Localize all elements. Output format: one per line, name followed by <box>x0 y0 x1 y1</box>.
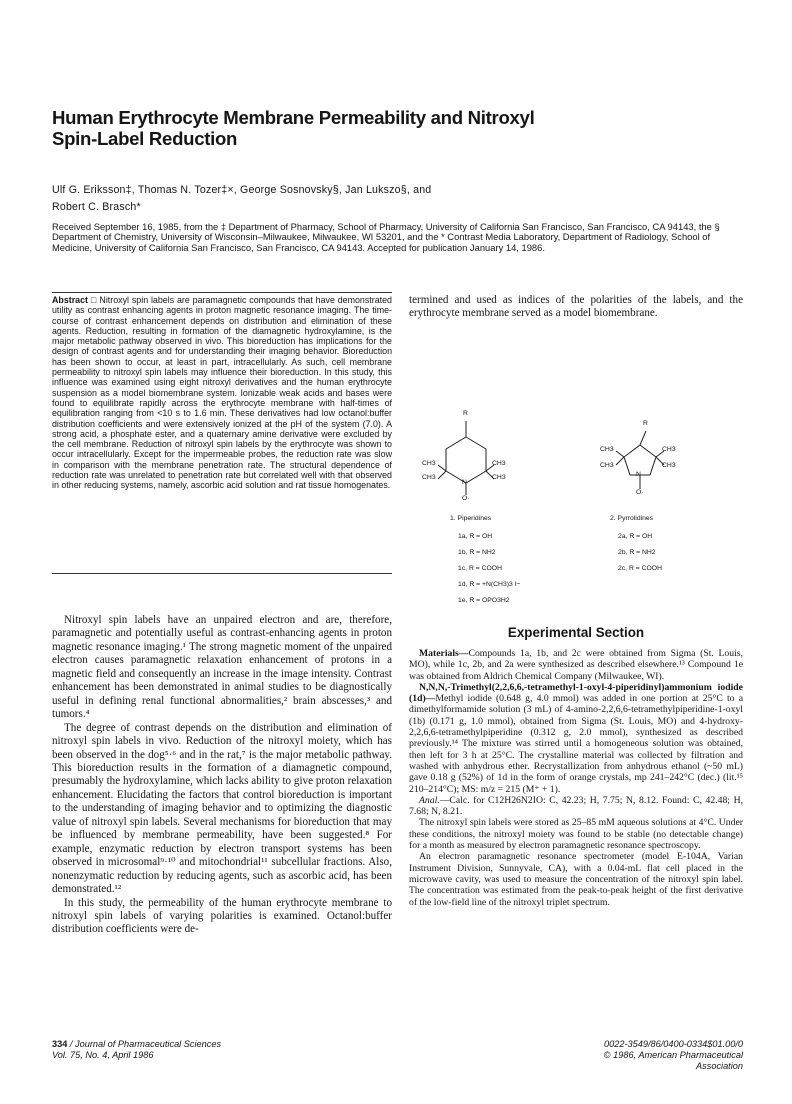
pyrrolidines-caption: 2. Pyrrolidines <box>610 515 654 522</box>
pyrrolidine-r-label: R <box>643 420 648 427</box>
materials-text: Compounds 1a, 1b, and 2c were obtained from Sigma (St. Louis, MO), while 1c, 2b, and 2a were synthesized as described elsewhere.¹³ Compound 1e was obtained from Aldrich Chemical Company (Milwaukee, WI). <box>409 648 743 682</box>
pyrrolidine-item-2a: 2a, R = OH <box>618 533 653 540</box>
pyrrolidine-n-label: N <box>636 471 641 478</box>
footer-journal-line <box>52 1039 221 1050</box>
right-column-continuation: termined and used as indices of the polarities of the labels, and the erythrocyte membrane served as a model biomembrane. <box>409 294 743 320</box>
intro-paragraph-3: In this study, the permeability of the human erythrocyte membrane to nitroxyl spin labels of varying polarities is examined. Octanol:buffer distribution coefficients were de- <box>52 896 392 936</box>
pyrrolidine-o-label: O· <box>636 489 644 496</box>
piperidine-ch3-2: CH3 <box>422 474 436 481</box>
footer-volume: Vol. 75, No. 4, April 1986 <box>52 1050 154 1060</box>
materials-paragraph <box>409 648 743 682</box>
piperidine-methyl-bond-2 <box>438 471 446 479</box>
introduction-column <box>52 614 392 937</box>
piperidine-o-label: O· <box>462 495 470 502</box>
piperidine-ring <box>446 437 486 483</box>
footer-code: 0022-3549/86/0400-0334$01.00/0 <box>604 1039 743 1049</box>
author-list <box>52 182 752 215</box>
received-note: Received September 16, 1985, from the ‡ Department of Pharmacy, School of Pharmacy, University of California San Francisco, San Francisco, CA 94143, the § Department of Chemistry, University of Wisconsin–Milwaukee, Milwaukee, WI 53201, and the * Contrast Media Laboratory, Department of Radiology, School of Medicine, University of California San Francisco, San Francisco, CA 94143. Accepted for publication January 14, 1986. <box>52 221 720 253</box>
page-number: 334 <box>52 1039 68 1049</box>
storage-paragraph: The nitroxyl spin labels were stored as 25–85 mM aqueous solutions at 4°C. Under these conditions, the nitroxyl moiety was found to be stable (no detectable change) for a month as measured by electron paramagnetic resonance spectroscopy. <box>409 817 743 852</box>
synthesis-paragraph <box>409 682 743 795</box>
piperidine-item-1c: 1c, R = COOH <box>458 565 503 572</box>
piperidines-caption: 1. Piperidines <box>450 515 492 522</box>
pyrrolidine-ch3-4: CH3 <box>662 462 676 469</box>
pyrrolidine-ch3-2: CH3 <box>600 462 614 469</box>
title-line-1: Human Erythrocyte Membrane Permeability and Nitroxyl <box>52 107 535 128</box>
piperidine-item-1a: 1a, R = OH <box>458 533 493 540</box>
abstract-box <box>52 292 392 574</box>
piperidine-ch3-3: CH3 <box>492 460 506 467</box>
title-line-2: Spin-Label Reduction <box>52 128 238 149</box>
abstract-text: Nitroxyl spin labels are paramagnetic compounds that have demonstrated utility as contrast enhancing agents in proton magnetic resonance imaging. The time-course of contrast enhancement depends on distribution and elimination of these agents. Reduction, resulting in formation of the diamagnetic hydroxylamine, is the major metabolic pathway observed in vivo. This bioreduction has implications for the design of contrast agents and for understanding their imaging behavior. Bioreduction has been shown to occur, at least in part, intracellularly. As such, cell membrane permeability to nitroxyl spin labels may influence their bioreduction. In this study, this influence was examined using eight nitroxyl derivatives and the human erythrocyte suspension as a model biomembrane system. Ionizable weak acids and bases were found to equilibrate rapidly across the erythrocyte membrane with half-times of equilibration ranging from <10 s to 1.6 min. These derivatives had low octanol:buffer distribution coefficients and were extensively ionized at the pH of the system (7.0). A strong acid, a phosphate ester, and a quaternary amine derivative were excluded by the cell membrane. Reduction of nitroxyl spin labels by the erythrocyte was shown to occur intracellularly. Except for the impermeable probes, the reduction rate was slow in comparison with the membrane penetration rate. The structural dependence of reduction rate was unrelated to penetration rate but correlated well with that observed in other reducing systems, namely, ascorbic acid solution and rat tissue homogenates. <box>52 295 392 491</box>
authors-line-1: Ulf G. Eriksson‡, Thomas N. Tozer‡×, George Sosnovsky§, Jan Lukszo§, and <box>52 184 432 196</box>
piperidine-methyl-bond-1 <box>438 465 446 471</box>
synthesis-lead: N,N,N,-Trimethyl(2,2,6,6,-tetramethyl-1-oxyl-4-piperidinyl)ammonium iodide (1d)— <box>409 681 743 705</box>
intro-paragraph-1: Nitroxyl spin labels have an unpaired electron and are, therefore, paramagnetic and potentially useful as contrast-enhancing agents in proton magnetic resonance imaging.¹ The strong magnetic moment of the unpaired electron causes paramagnetic relaxation enhancement of protons in a magnetic field and consequently an increase in the image intensity. Contrast enhancement has been demonstrated in animal studies to be diagnostically useful in defining renal functional abnormalities,² brain abscesses,³ and tumors.⁴ <box>52 614 392 721</box>
piperidine-item-1d: 1d, R = +N(CH3)3 I− <box>458 581 521 588</box>
epr-paragraph: An electron paramagnetic resonance spectrometer (model E-104A, Varian Instrument Division, Sunnyvale, CA), with a 0.04-mL flat cell placed in the microwave cavity, was used to measure the concentration of the nitroxyl spin label. The concentration was estimated from the peak-to-peak height of the first derivative of the low-field line of the nitroxyl triplet spectrum. <box>409 851 743 908</box>
piperidine-r-label: R <box>463 410 468 417</box>
footer-copyright: © 1986, American Pharmaceutical Association <box>603 1050 743 1071</box>
abstract-label: Abstract □ <box>52 295 97 305</box>
pyrrolidine-ch3-3: CH3 <box>662 446 676 453</box>
authors-line-2: Robert C. Brasch* <box>52 200 141 213</box>
analysis-paragraph <box>409 795 743 818</box>
footer-citation <box>52 1039 221 1061</box>
pyrrolidine-methyl-bond-1 <box>616 451 624 457</box>
piperidine-ch3-1: CH3 <box>422 460 436 467</box>
experimental-column <box>409 648 743 908</box>
synthesis-text: Methyl iodide (0.648 g, 4.0 mmol) was added in one portion at 25°C to a dimethylformamide solution (3 mL) of 4-amino-2,2,6,6-tetramethylpiperidine-1-oxyl (1b) (0.171 g, 1.0 mmol), obtained from Sigma (St. Louis, MO) and 4-hydroxy-2,2,6,6-tetramethylpiperidine (0.312 g, 2.0 mmol), synthesized as described previously.¹⁴ The mixture was stirred until a homogeneous solution was obtained, then left for 3 h at 25°C. The crystalline material was collected by filtration and washed with anhydrous ether. Recrystallization from anhydrous ethanol (~50 mL) gave 0.18 g (52%) of 1d in the form of orange crystals, mp 241–242°C (dec.) (lit.¹⁵ 210–214°C); MS: m/z = 215 (M⁺ + 1). <box>409 693 743 795</box>
piperidine-n-label: N <box>462 479 467 486</box>
intro-paragraph-2: The degree of contrast depends on the distribution and elimination of nitroxyl spin labels in vivo. Reduction of the nitroxyl moiety, which has been observed in the dog⁵·⁶ and in the rat,⁷ is the major metabolic pathway. This bioreduction results in the formation of a diamagnetic compound, presumably the hydroxylamine, which lacks ability to give proton relaxation enhancement. Elucidating the factors that control bioreduction is important to the understanding of imaging behavior and to optimizing the diagnostic value of nitroxyl spin labels. Several mechanisms for bioreduction that may be influenced by membrane permeability, have been suggested.⁸ For example, enzymatic reduction by electron transport systems has been observed in microsomal⁹·¹⁰ and mitochondrial¹¹ subcellular fractions. Also, nonenzymatic reduction by reducing agents, such as ascorbic acid, has been demonstrated.¹² <box>52 721 392 896</box>
piperidine-item-1e: 1e, R = OPO3H2 <box>458 597 510 604</box>
pyrrolidine-item-2b: 2b, R = NH2 <box>618 549 656 556</box>
experimental-section-heading: Experimental Section <box>507 625 645 640</box>
pyrrolidine-ch3-1: CH3 <box>600 446 614 453</box>
abstract-body <box>52 295 392 491</box>
journal-name: / Journal of Pharmaceutical Sciences <box>67 1039 222 1049</box>
analysis-text: —Calc. for C12H26N2IO: C, 42.23; H, 7.75; N, 8.12. Found: C, 42.48; H, 7.68; N, 8.21. <box>409 794 743 818</box>
pyrrolidine-r-bond <box>640 431 646 445</box>
pyrrolidine-methyl-bond-2 <box>616 457 624 465</box>
piperidine-ch3-4: CH3 <box>492 474 506 481</box>
materials-lead: Materials— <box>419 648 469 659</box>
footer-publisher <box>560 1039 743 1072</box>
analysis-lead: Anal. <box>419 794 440 806</box>
chemical-structures-figure <box>422 405 730 604</box>
piperidine-item-1b: 1b, R = NH2 <box>458 549 496 556</box>
article-title <box>52 107 752 149</box>
pyrrolidine-item-2c: 2c, R = COOH <box>618 565 663 572</box>
